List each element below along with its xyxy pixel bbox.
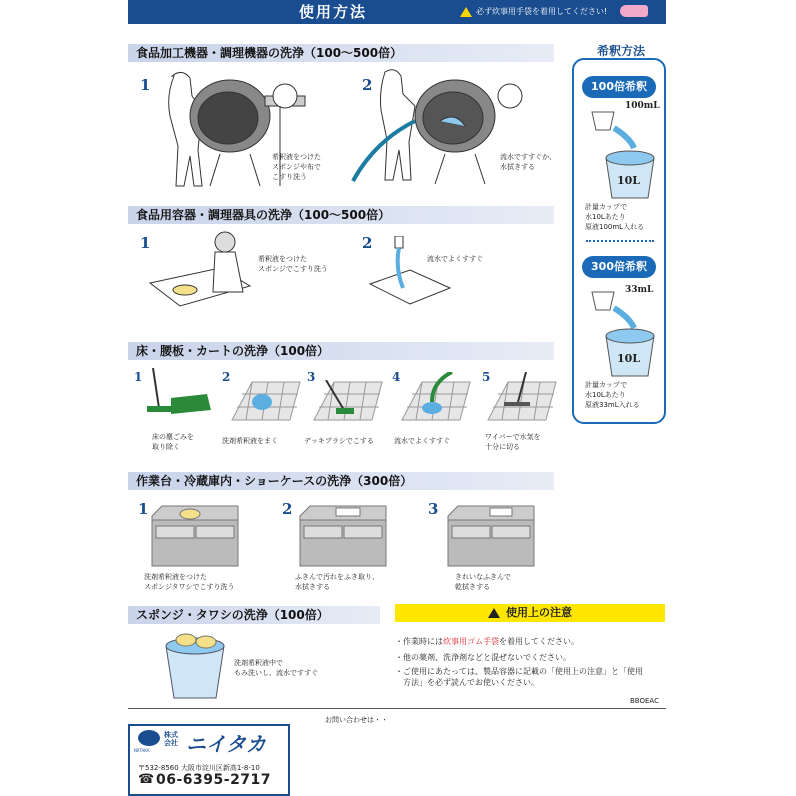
s3-step4-illustration: [392, 372, 472, 424]
product-code: BBOEAC: [630, 697, 659, 705]
s3-step3-num: 3: [307, 370, 316, 384]
dilution-100x-amount: 100mL: [625, 101, 660, 111]
company-phone[interactable]: 06-6395-2717: [156, 772, 272, 788]
s4-step2-num: 2: [282, 500, 293, 518]
glove-icon: [620, 5, 648, 17]
page-title: 使用方法: [298, 3, 367, 21]
s2-step2-num: 2: [362, 234, 373, 252]
caution-header: [395, 604, 665, 622]
glove-warning-text: 必ず炊事用手袋を着用してください!: [476, 7, 608, 16]
s3-step4-caption: 流水でよくすすぐ: [394, 437, 451, 445]
dilution-300x-note: 計量カップで 水10Lあたり 原液33mL入れる: [585, 381, 640, 409]
s3-step5-caption: ワイパーで水気を 十分に切る: [485, 433, 541, 451]
company-address: 〒532-8560 大阪市淀川区新高1-8-10: [138, 764, 260, 772]
company-logo-icon: [138, 730, 160, 746]
section2-title: 食品用容器・調理器具の洗浄（100〜500倍）: [128, 206, 554, 224]
section3-title: 床・腰板・カートの洗浄（100倍）: [128, 342, 554, 360]
s3-step3-caption: デッキブラシでこする: [304, 437, 374, 445]
s4-step1-caption: 洗剤希釈液をつけた スポンジタワシでこすり洗う: [144, 573, 235, 591]
dilution-300x-amount: 33mL: [625, 285, 654, 295]
s2-step2-caption: 流水でよくすすぐ: [427, 255, 484, 263]
caution-line-1-red: 炊事用ゴム手袋: [443, 637, 499, 646]
caution-line-2: ・他の薬剤、洗浄剤などと混ぜないでください。: [395, 653, 571, 662]
s4-step3-num: 3: [428, 500, 439, 518]
contact-label: お問い合わせは・・: [325, 716, 388, 724]
dilution-100x-label: 100倍希釈: [582, 76, 656, 98]
dilution-100x-note: 計量カップで 水10Lあたり 原液100mL入れる: [585, 203, 645, 231]
footer-divider: [128, 708, 666, 709]
s3-step2-num: 2: [222, 370, 231, 384]
s3-step1-caption: 床の塵ごみを 取り除く: [152, 433, 194, 451]
dilution-divider: [586, 240, 654, 242]
s2-step1-num: 1: [140, 234, 151, 252]
s4-step1-num: 1: [138, 500, 149, 518]
caution-line-1-post: を着用してください。: [499, 637, 579, 646]
s1-step1-illustration: [150, 66, 360, 196]
caution-line-3: ・ご使用にあたっては、製品容器に記載の「使用上の注意」と「使用 方法」を必ず読んでお使いください。: [395, 667, 643, 687]
s4-step2-caption: ふきんで汚れをふき取り、 水拭きする: [295, 573, 379, 591]
s4-step2-illustration: [298, 502, 388, 568]
dilution-title: 希釈方法: [596, 44, 645, 58]
phone-icon: ☎: [138, 772, 155, 787]
s4-step1-illustration: [150, 502, 240, 568]
s5-caption: 洗剤希釈液中で もみ洗いし、流水ですすぐ: [234, 659, 319, 677]
s3-step5-illustration: [478, 372, 558, 424]
s1-step1-caption: 希釈液をつけた スポンジや布で こすり洗う: [272, 153, 321, 181]
s5-bucket-illustration: [160, 628, 230, 700]
s1-step2-caption: 流水ですすぐか、 水拭きする: [500, 153, 557, 171]
s2-step1-caption: 希釈液をつけた スポンジでこすり洗う: [258, 255, 328, 273]
section4-title: 作業台・冷蔵庫内・ショーケースの洗浄（300倍）: [128, 472, 554, 490]
warning-icon: [460, 7, 472, 17]
s3-step4-num: 4: [392, 370, 401, 384]
caution-line-1-pre: ・作業時には: [395, 637, 443, 646]
warning-icon: [488, 608, 500, 618]
s3-step3-illustration: [304, 380, 384, 424]
s3-step2-illustration: [222, 380, 302, 424]
s3-step1-illustration: [145, 368, 215, 423]
s2-step2-illustration: [365, 236, 455, 316]
company-prefix: 株式 会社: [164, 731, 178, 747]
caution-line-1: [395, 636, 670, 647]
s3-step5-num: 5: [482, 370, 491, 384]
s1-step1-num: 1: [140, 76, 151, 94]
company-logo-text: NIITAKA: [134, 748, 150, 753]
section5-title: スポンジ・タワシの洗浄（100倍）: [128, 606, 380, 624]
caution-title: 使用上の注意: [506, 606, 572, 619]
s4-step3-illustration: [446, 502, 536, 568]
dilution-300x-volume: 10L: [617, 352, 641, 365]
s4-step3-caption: きれいなふきんで 乾拭きする: [455, 573, 511, 591]
section1-title: 食品加工機器・調理機器の洗浄（100〜500倍）: [128, 44, 554, 62]
dilution-100x-volume: 10L: [617, 174, 641, 187]
dilution-300x-label: 300倍希釈: [582, 256, 656, 278]
company-name: ニイタカ: [186, 732, 266, 756]
s3-step1-num: 1: [134, 370, 143, 384]
dilution-300x-illustration: [588, 284, 658, 384]
s1-step2-num: 2: [362, 76, 373, 94]
s3-step2-caption: 洗剤希釈液をまく: [222, 437, 278, 445]
s2-step1-illustration: [145, 228, 255, 320]
